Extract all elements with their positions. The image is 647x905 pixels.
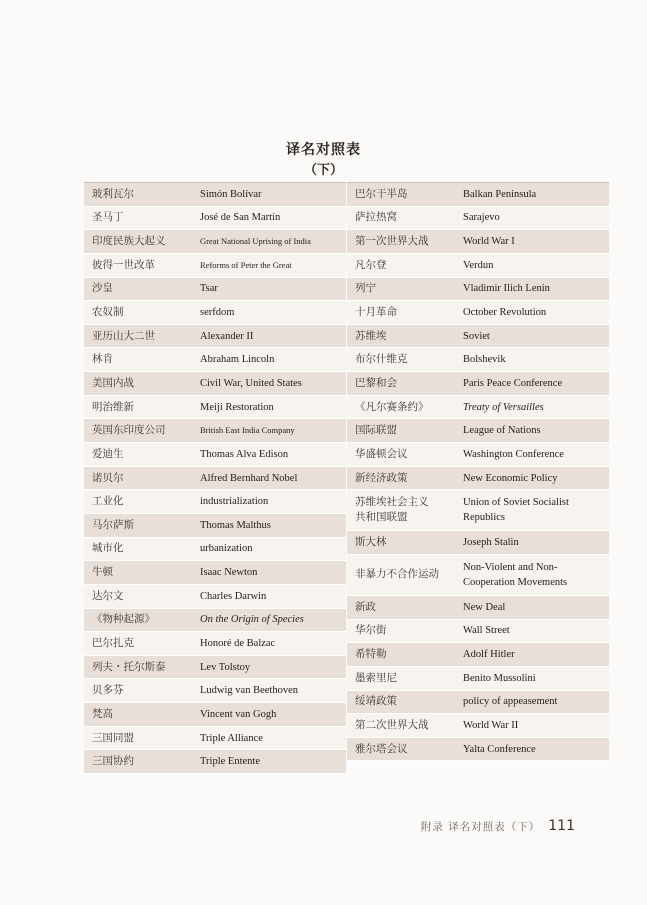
term-english: Adolf Hitler (463, 649, 515, 661)
term-chinese: 工业化 (92, 495, 124, 508)
term-english: Bolshevik (463, 354, 506, 366)
glossary-row (347, 490, 609, 531)
glossary-row (84, 254, 346, 278)
glossary-row (84, 609, 346, 633)
term-english: Yalta Conference (463, 743, 536, 755)
glossary-row (84, 372, 346, 396)
term-english: Wall Street (463, 625, 510, 637)
glossary-row (84, 467, 346, 491)
term-chinese: 希特勒 (355, 648, 387, 661)
term-chinese: 国际联盟 (355, 424, 397, 437)
term-chinese: 牛顿 (92, 566, 113, 579)
term-english: Isaac Newton (200, 567, 258, 579)
term-english: New Deal (463, 601, 506, 613)
term-english: Great National Uprising of India (200, 236, 311, 247)
footer-label: 附录 译名对照表（下） (420, 821, 541, 833)
term-english: Simón Bolívar (200, 188, 262, 200)
page-title: 译名对照表 (286, 142, 361, 158)
glossary-row (84, 679, 346, 703)
term-chinese: 印度民族大起义 (92, 235, 166, 248)
term-chinese: 非暴力不合作运动 (355, 568, 439, 581)
term-english: Non-Violent and Non- Cooperation Movements (463, 561, 568, 588)
term-chinese: 爱迪生 (92, 447, 124, 460)
glossary-row (84, 396, 346, 420)
term-english: Verdun (463, 259, 494, 271)
glossary-row (347, 183, 609, 207)
term-chinese: 农奴制 (92, 306, 124, 319)
term-chinese: 华尔街 (355, 624, 387, 637)
term-english: industrialization (200, 496, 269, 508)
term-chinese: 彼得一世改革 (92, 258, 155, 271)
term-english: Soviet (463, 330, 490, 342)
term-english: Civil War, United States (200, 377, 302, 389)
term-english: serfdom (200, 307, 235, 319)
term-chinese: 巴尔干半岛 (355, 187, 408, 200)
term-english: Triple Alliance (200, 732, 263, 744)
term-english: Charles Darwin (200, 590, 267, 602)
term-chinese: 第二次世界大战 (355, 718, 429, 731)
glossary-row (347, 396, 609, 420)
term-english: Thomas Alva Edison (200, 448, 289, 460)
glossary-row (84, 561, 346, 585)
glossary-row (84, 585, 346, 609)
term-chinese: 第一次世界大战 (355, 235, 429, 248)
glossary-row (84, 490, 346, 514)
term-chinese: 《凡尔赛条约》 (355, 400, 429, 413)
glossary-row (84, 230, 346, 254)
term-english: Alfred Bernhard Nobel (200, 472, 298, 484)
term-english: Vincent van Gogh (200, 708, 277, 720)
term-chinese: 玻利瓦尔 (92, 187, 134, 200)
term-chinese: 萨拉热窝 (355, 211, 397, 224)
term-english: Meiji Restoration (200, 401, 274, 413)
glossary-row (84, 538, 346, 562)
glossary-row (347, 419, 609, 443)
term-chinese: 雅尔塔会议 (355, 742, 408, 755)
term-english: urbanization (200, 543, 253, 555)
term-chinese: 马尔萨斯 (92, 518, 134, 531)
term-english: Tsar (200, 283, 218, 295)
term-english: Alexander II (200, 330, 254, 342)
glossary-row (347, 348, 609, 372)
term-english: Sarajevo (463, 212, 500, 224)
glossary-row (84, 703, 346, 727)
glossary-row (347, 620, 609, 644)
glossary-row (84, 750, 346, 774)
term-english: Honoré de Balzac (200, 637, 276, 649)
glossary-row (84, 207, 346, 231)
term-chinese: 列夫・托尔斯泰 (92, 660, 166, 673)
glossary-row (84, 301, 346, 325)
term-chinese: 绥靖政策 (355, 695, 397, 708)
term-chinese: 贝多芬 (92, 684, 124, 697)
term-chinese: 布尔什维克 (355, 353, 408, 366)
term-chinese: 墨索里尼 (355, 671, 397, 684)
term-chinese: 梵高 (92, 707, 113, 720)
glossary-row (347, 230, 609, 254)
term-chinese: 凡尔登 (355, 258, 387, 271)
glossary-row (347, 738, 609, 762)
glossary-row (347, 467, 609, 491)
term-english: Reforms of Peter the Great (200, 259, 292, 270)
term-english: On the Origin of Species (200, 614, 304, 626)
glossary-row (84, 443, 346, 467)
term-english: Ludwig van Beethoven (200, 685, 298, 697)
glossary-row (347, 301, 609, 325)
glossary-row (84, 348, 346, 372)
term-chinese: 诺贝尔 (92, 471, 124, 484)
term-chinese: 林肯 (92, 353, 113, 366)
term-chinese: 《物种起源》 (92, 613, 155, 626)
term-english: Balkan Peninsula (463, 188, 537, 200)
term-english: British East India Company (200, 425, 295, 436)
glossary-row (84, 278, 346, 302)
term-english: Washington Conference (463, 448, 564, 460)
glossary-row (84, 183, 346, 207)
glossary-row (84, 514, 346, 538)
term-english: World War II (463, 719, 519, 731)
term-chinese: 美国内战 (92, 376, 134, 389)
glossary-row (84, 727, 346, 751)
glossary-table-left (84, 182, 346, 774)
term-chinese: 英国东印度公司 (92, 424, 166, 437)
term-chinese: 华盛顿会议 (355, 447, 408, 460)
term-english: Union of Soviet Socialist Republics (463, 497, 569, 524)
term-english: League of Nations (463, 425, 541, 437)
term-english: Vladimir Ilich Lenin (463, 283, 550, 295)
glossary-row (84, 325, 346, 349)
glossary-row (347, 531, 609, 555)
glossary-row (84, 656, 346, 680)
glossary-table-right (347, 182, 609, 761)
term-english: Triple Entente (200, 756, 260, 768)
term-english: Thomas Malthus (200, 519, 271, 531)
term-english: Benito Mussolini (463, 672, 536, 684)
term-chinese: 三国同盟 (92, 731, 134, 744)
glossary-row (84, 632, 346, 656)
glossary-row (347, 691, 609, 715)
glossary-row (347, 254, 609, 278)
term-chinese: 城市化 (92, 542, 124, 555)
term-chinese: 明治维新 (92, 400, 134, 413)
glossary-row (347, 555, 609, 596)
glossary-row (347, 667, 609, 691)
page-subtitle: （下） (303, 163, 343, 178)
glossary-row (347, 714, 609, 738)
page-footer (421, 818, 575, 834)
term-english: Joseph Stalin (463, 537, 519, 549)
glossary-row (84, 419, 346, 443)
term-chinese: 三国协约 (92, 755, 134, 768)
term-chinese: 巴尔扎克 (92, 636, 134, 649)
glossary-row (347, 443, 609, 467)
term-chinese: 十月革命 (355, 306, 397, 319)
term-english: New Economic Policy (463, 472, 558, 484)
glossary-row (347, 278, 609, 302)
term-chinese: 苏维埃 (355, 329, 387, 342)
term-chinese: 巴黎和会 (355, 376, 397, 389)
term-english: policy of appeasement (463, 696, 558, 708)
glossary-row (347, 207, 609, 231)
term-english: José de San Martín (200, 212, 281, 224)
glossary-row (347, 325, 609, 349)
term-chinese: 沙皇 (92, 282, 113, 295)
page-number: 111 (548, 818, 575, 834)
term-chinese: 达尔文 (92, 589, 124, 602)
term-chinese: 列宁 (355, 282, 376, 295)
term-english: Treaty of Versailles (463, 401, 544, 413)
glossary-row (347, 372, 609, 396)
term-chinese: 新经济政策 (355, 471, 408, 484)
term-english: Abraham Lincoln (200, 354, 275, 366)
glossary-row (347, 643, 609, 667)
term-chinese: 斯大林 (355, 536, 387, 549)
term-chinese: 圣马丁 (92, 211, 124, 224)
term-english: World War I (463, 236, 515, 248)
term-english: Lev Tolstoy (200, 661, 251, 673)
term-english: Paris Peace Conference (463, 377, 563, 389)
term-chinese: 苏维埃社会主义 共和国联盟 (355, 496, 429, 524)
term-english: October Revolution (463, 307, 547, 319)
term-chinese: 亚历山大二世 (92, 329, 155, 342)
glossary-row (347, 596, 609, 620)
term-chinese: 新政 (355, 600, 376, 613)
